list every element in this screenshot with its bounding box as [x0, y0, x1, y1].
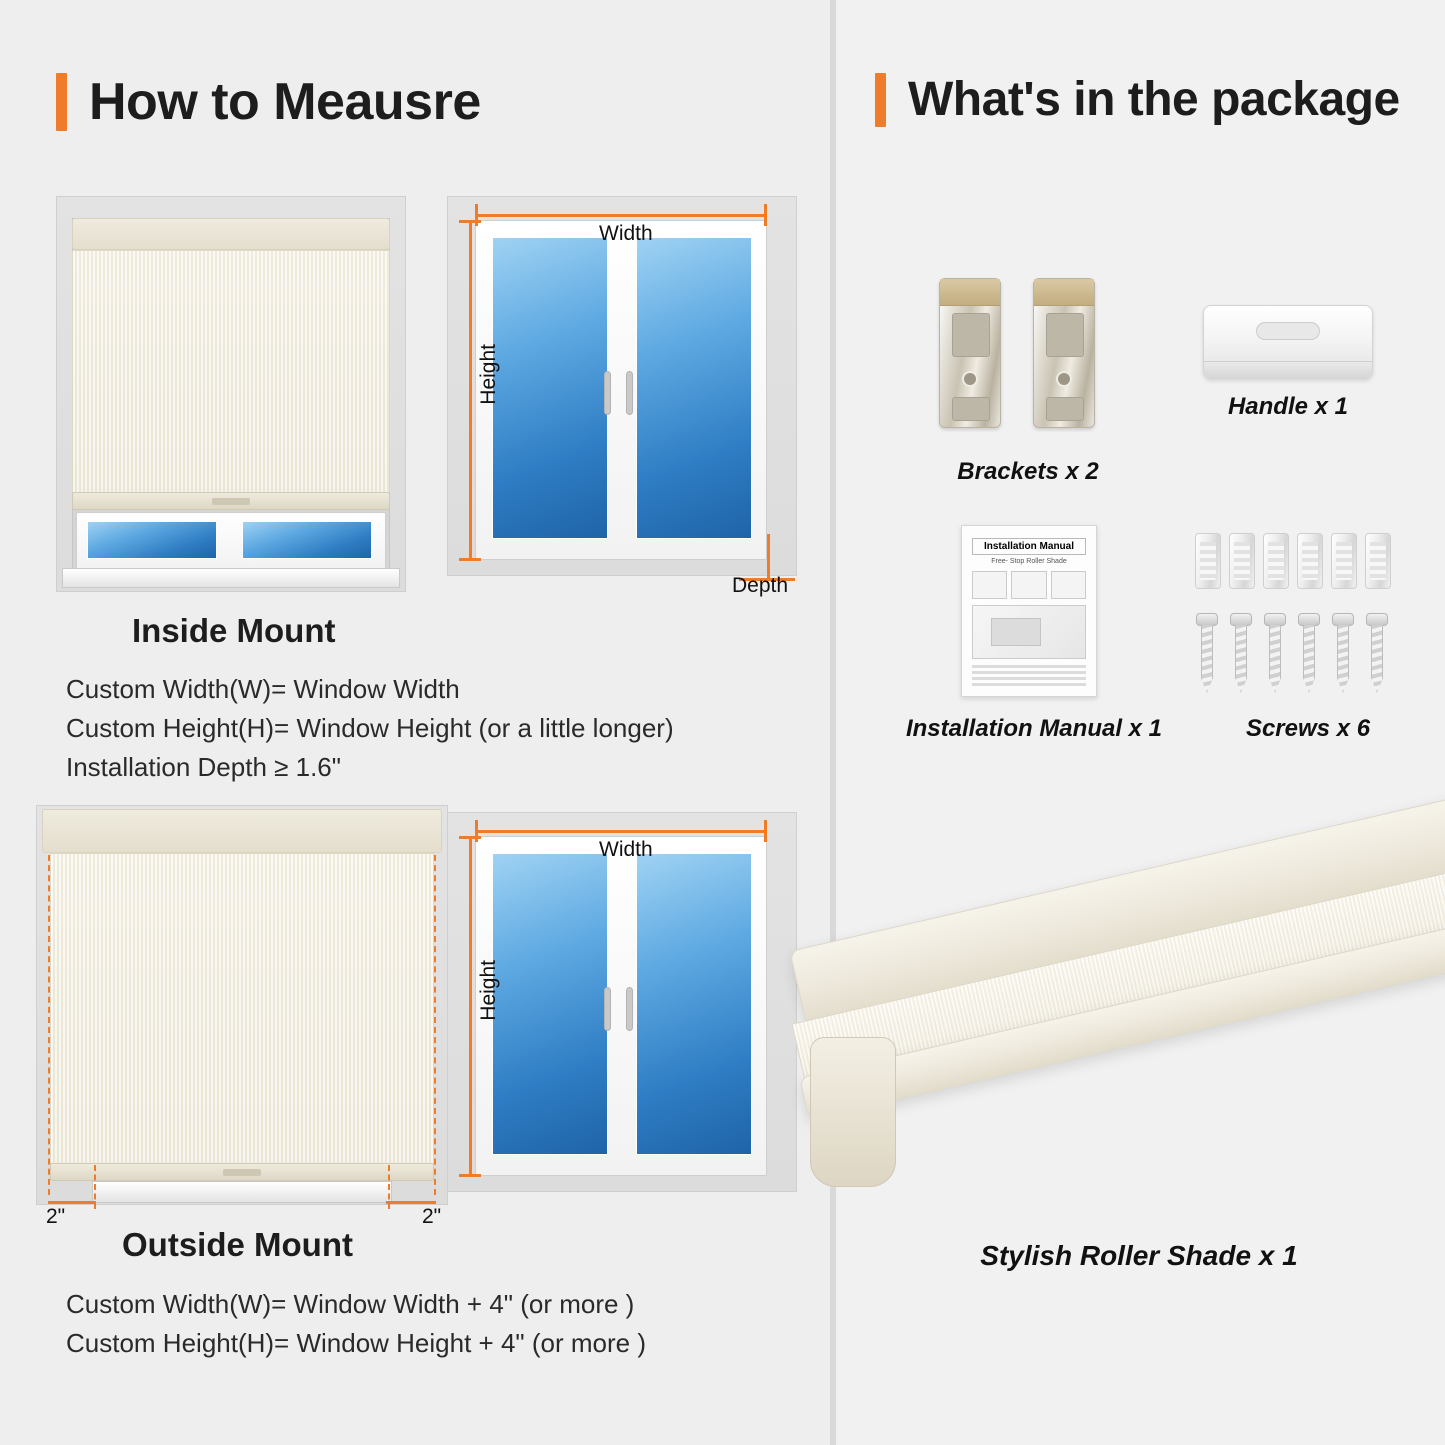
installation-manual — [961, 525, 1097, 697]
window-frame — [475, 220, 767, 560]
window-glass-right — [636, 237, 752, 539]
height-measure-cap-top — [459, 836, 481, 839]
window-glass-right — [636, 853, 752, 1155]
outside-mount-measure-window — [447, 812, 797, 1212]
inside-mount-measure-window — [447, 196, 797, 596]
height-measure-cap-top — [459, 220, 481, 223]
screws-label: Screws x 6 — [1245, 715, 1371, 742]
shade-fabric — [50, 853, 434, 1165]
overhang-measure-right — [386, 1201, 436, 1204]
brackets-group — [933, 278, 1123, 448]
window-glass-left — [87, 521, 217, 559]
bracket-top-plate — [940, 279, 1000, 306]
inside-mount-shade-illustration — [56, 196, 406, 592]
bracket-hole — [962, 371, 978, 387]
handle-notch — [1256, 322, 1320, 340]
package-contents-panel — [830, 0, 1445, 1445]
overhang-label-left: 2" — [46, 1205, 66, 1228]
manual-subtitle: Free- Stop Roller Shade — [991, 558, 1067, 565]
depth-label: Depth — [732, 574, 789, 597]
window-handle-right — [626, 371, 633, 415]
screw — [1266, 613, 1284, 693]
inside-line-1: Custom Width(W)= Window Width — [66, 674, 460, 704]
window-sill — [62, 568, 400, 588]
shade-valance — [42, 809, 442, 853]
shade-valance — [72, 218, 390, 250]
shade-bottom-rail — [50, 1163, 434, 1181]
window-frame — [475, 836, 767, 1176]
overhang-measure-left — [48, 1201, 96, 1204]
handle-lip — [1204, 361, 1372, 378]
screw — [1368, 613, 1386, 693]
shade-fabric — [72, 250, 390, 494]
outside-mount-shade-illustration — [36, 805, 448, 1228]
wall-anchor — [1229, 533, 1255, 589]
handle-part — [1203, 305, 1373, 379]
width-measure-line — [475, 830, 767, 833]
bracket-hole — [1056, 371, 1072, 387]
inside-mount-caption: Inside Mount — [132, 612, 336, 649]
manual-text-lines — [972, 665, 1086, 686]
screw — [1300, 613, 1318, 693]
window-glass-right — [242, 521, 372, 559]
manual-title: Installation Manual — [972, 538, 1086, 555]
manual-label: Installation Manual x 1 — [905, 715, 1163, 742]
manual-steps-row — [972, 571, 1086, 599]
width-label: Width — [599, 222, 653, 245]
accent-bar — [875, 73, 886, 127]
pull-tab — [212, 498, 250, 505]
bracket-2 — [1033, 278, 1095, 428]
outside-mount-text — [66, 1285, 646, 1363]
width-measure-line — [475, 214, 767, 217]
heading-text: How to Meausre — [89, 73, 481, 131]
height-measure-line — [469, 836, 472, 1176]
screw — [1232, 613, 1250, 693]
window-glass-left — [492, 237, 608, 539]
screw — [1198, 613, 1216, 693]
manual-step-cell — [972, 571, 1007, 599]
manual-step-cell — [1011, 571, 1046, 599]
bracket-slot-lower — [952, 397, 990, 421]
wall-anchor — [1195, 533, 1221, 589]
inside-line-2: Custom Height(H)= Window Height (or a little longer) — [66, 713, 674, 743]
outside-mount-caption: Outside Mount — [122, 1226, 353, 1263]
overhang-guide-left — [48, 855, 50, 1195]
overhang-label-right: 2" — [422, 1205, 442, 1228]
width-measure-cap-right — [764, 204, 767, 226]
bracket-slot — [1046, 313, 1084, 357]
package-heading — [875, 72, 1400, 127]
inside-line-3: Installation Depth ≥ 1.6" — [66, 752, 341, 782]
screw — [1334, 613, 1352, 693]
bracket-slot-lower — [1046, 397, 1084, 421]
bracket-slot — [952, 313, 990, 357]
manual-step-cell — [1051, 571, 1086, 599]
manual-illustration — [972, 605, 1086, 659]
inside-mount-text — [66, 670, 674, 787]
roller-shade-product — [828, 855, 1445, 1255]
wall-anchor — [1297, 533, 1323, 589]
height-label: Height — [477, 344, 500, 405]
height-measure-cap-bottom — [459, 1174, 481, 1177]
bracket-top-plate — [1034, 279, 1094, 306]
wall-anchor — [1263, 533, 1289, 589]
window-handle-left — [604, 371, 611, 415]
height-measure-cap-bottom — [459, 558, 481, 561]
window-glass-left — [492, 853, 608, 1155]
window-handle-left — [604, 987, 611, 1031]
how-to-measure-heading — [56, 72, 481, 132]
roller-shade-label: Stylish Roller Shade x 1 — [980, 1240, 1298, 1271]
pull-tab — [223, 1169, 261, 1176]
heading-text: What's in the package — [908, 73, 1400, 126]
brackets-label: Brackets x 2 — [957, 458, 1099, 485]
handle-label: Handle x 1 — [1227, 393, 1349, 420]
outside-line-1: Custom Width(W)= Window Width + 4" (or more ) — [66, 1289, 635, 1319]
outside-line-2: Custom Height(H)= Window Height + 4" (or more ) — [66, 1328, 646, 1358]
window-frame — [76, 512, 386, 570]
height-label: Height — [477, 960, 500, 1021]
overhang-guide-right — [434, 855, 436, 1195]
bracket-1 — [939, 278, 1001, 428]
wall-anchor — [1365, 533, 1391, 589]
accent-bar — [56, 73, 67, 131]
window-handle-right — [626, 987, 633, 1031]
width-label: Width — [599, 838, 653, 861]
shade-bottom-rail — [72, 492, 390, 510]
roller-endcap — [810, 1037, 896, 1187]
width-measure-cap-right — [764, 820, 767, 842]
window-sill — [92, 1181, 392, 1203]
wall-anchor — [1331, 533, 1357, 589]
screws-group — [1195, 525, 1415, 695]
height-measure-line — [469, 220, 472, 560]
